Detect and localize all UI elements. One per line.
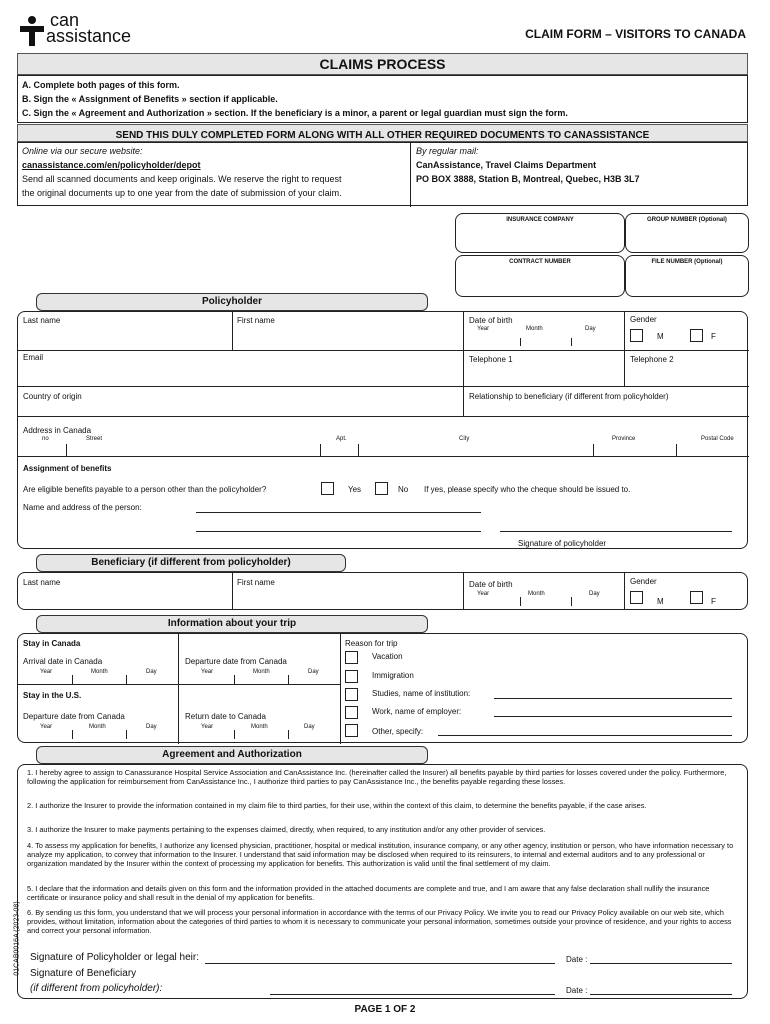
departure-us-month[interactable]: Month bbox=[89, 724, 106, 730]
insurance-company-field[interactable] bbox=[455, 213, 625, 253]
step-a: A. Complete both pages of this form. bbox=[22, 80, 180, 90]
sig-beneficiary-date-label: Date : bbox=[566, 986, 588, 995]
assignment-specify: If yes, please specify who the cheque should be issued to. bbox=[424, 485, 631, 494]
ph-telephone2[interactable]: Telephone 2 bbox=[630, 355, 674, 364]
ph-telephone1[interactable]: Telephone 1 bbox=[469, 355, 513, 364]
stay-canada-label: Stay in Canada bbox=[23, 639, 81, 648]
mail-line1: CanAssistance, Travel Claims Department bbox=[416, 160, 597, 170]
assignment-signature-label: Signature of policyholder bbox=[518, 539, 607, 548]
assignment-no-checkbox[interactable] bbox=[375, 482, 388, 495]
beneficiary-section bbox=[17, 572, 748, 610]
ph-gender-f-checkbox[interactable] bbox=[690, 329, 703, 342]
ph-country[interactable]: Country of origin bbox=[23, 392, 82, 401]
stay-us-label: Stay in the U.S. bbox=[23, 691, 82, 700]
mail-label: By regular mail: bbox=[416, 146, 479, 156]
ben-gender-m: M bbox=[657, 597, 664, 606]
arrival-day[interactable]: Day bbox=[146, 669, 157, 675]
sig-policyholder-line[interactable] bbox=[205, 963, 555, 964]
policyholder-tab: Policyholder bbox=[36, 293, 428, 311]
ben-dob-day[interactable]: Day bbox=[589, 591, 600, 597]
ph-address-street[interactable]: Street bbox=[86, 436, 103, 442]
ph-address-label: Address in Canada bbox=[23, 426, 92, 435]
contract-number-field[interactable] bbox=[455, 255, 625, 297]
ph-gender-m-checkbox[interactable] bbox=[630, 329, 643, 342]
vacation-label: Vacation bbox=[372, 652, 403, 661]
arrival-month[interactable]: Month bbox=[91, 669, 108, 675]
sig-policyholder-date-line[interactable] bbox=[590, 963, 732, 964]
departure-day[interactable]: Day bbox=[308, 669, 319, 675]
send-banner bbox=[17, 124, 748, 142]
agreement-p1: 1. I hereby agree to assign to Canassurance Hospital Service Association and CanAssistance Inc. (hereinafter called the Insurer) all benefits payable by third parties for losses covered under the policy. Furthermore, following the application for reimbursement from CanAssistance Inc., I authorize third parties to pay CanAssistance Inc., the benefits payable regarding these losses. bbox=[27, 768, 727, 786]
form-title: CLAIM FORM – VISITORS TO CANADA bbox=[525, 27, 746, 41]
assignment-name-line-1[interactable] bbox=[196, 512, 481, 513]
contract-number-label: CONTRACT NUMBER bbox=[509, 259, 571, 265]
studies-line[interactable] bbox=[494, 698, 732, 699]
ph-address-province[interactable]: Province bbox=[612, 436, 636, 442]
assignment-yes-checkbox[interactable] bbox=[321, 482, 334, 495]
logo-text-assistance: assistance bbox=[46, 26, 132, 46]
side-code: 01CAB0016A (2023-08) bbox=[13, 901, 21, 976]
ben-gender-f: F bbox=[711, 597, 716, 606]
sig-policyholder-date-label: Date : bbox=[566, 955, 588, 964]
beneficiary-tab: Beneficiary (if different from policyholder) bbox=[36, 554, 346, 572]
online-label: Online via our secure website: bbox=[22, 146, 143, 156]
ph-dob-month[interactable]: Month bbox=[526, 326, 543, 332]
return-date-label: Return date to Canada bbox=[185, 712, 266, 721]
ben-dob-label: Date of birth bbox=[469, 580, 513, 589]
sig-beneficiary-line[interactable] bbox=[270, 994, 555, 995]
vacation-checkbox[interactable] bbox=[345, 651, 358, 664]
ben-gender-m-checkbox[interactable] bbox=[630, 591, 643, 604]
ph-gender-f: F bbox=[711, 332, 716, 341]
ph-address-city[interactable]: City bbox=[459, 436, 470, 442]
agreement-p3: 3. I authorize the Insurer to make payments pertaining to the expenses claimed, directly, when required, to any institution and/or any other provider of services. bbox=[27, 825, 546, 834]
arrival-year[interactable]: Year bbox=[40, 669, 53, 675]
sig-policyholder-label: Signature of Policyholder or legal heir: bbox=[30, 952, 199, 963]
ph-dob-day[interactable]: Day bbox=[585, 326, 596, 332]
immigration-checkbox[interactable] bbox=[345, 670, 358, 683]
assignment-name-line-2[interactable] bbox=[196, 531, 481, 532]
ph-address-postal[interactable]: Postal Code bbox=[701, 436, 734, 442]
departure-date-label: Departure date from Canada bbox=[185, 657, 287, 666]
assignment-name-address: Name and address of the person: bbox=[23, 503, 142, 512]
assignment-title: Assignment of benefits bbox=[23, 464, 112, 473]
ben-last-name[interactable]: Last name bbox=[23, 578, 61, 587]
step-c: C. Sign the « Agreement and Authorization » section. If the beneficiary is a minor, a parent or legal guardian must sign the form. bbox=[22, 108, 568, 118]
other-checkbox[interactable] bbox=[345, 724, 358, 737]
ben-dob-month[interactable]: Month bbox=[528, 591, 545, 597]
trip-section bbox=[17, 633, 748, 743]
agreement-tab: Agreement and Authorization bbox=[36, 746, 428, 764]
logo bbox=[20, 10, 170, 48]
return-year[interactable]: Year bbox=[201, 724, 214, 730]
group-number-field[interactable] bbox=[625, 213, 749, 253]
ph-first-name[interactable]: First name bbox=[237, 316, 275, 325]
assignment-yes: Yes bbox=[348, 485, 362, 494]
agreement-p4: 4. To assess my application for benefits, I authorize any licensed physician, practitioner, hospital or medical institution, insurance company, or any other agency, institution or person, who have information necessary to analyze my application, to convey that information to the Insurer. I understand that said information may be disclosed when required to its reinsurers, to internal and external auditors and to any professional or organization mandated by the Insurer within the context of processing my application for benefits. This authorization is valid until the final settlement of my claim. bbox=[27, 841, 734, 868]
arrival-date-label: Arrival date in Canada bbox=[23, 657, 103, 666]
ph-email[interactable]: Email bbox=[23, 353, 44, 362]
return-month[interactable]: Month bbox=[251, 724, 268, 730]
departure-us-day[interactable]: Day bbox=[146, 724, 157, 730]
claims-process-title-text: CLAIMS PROCESS bbox=[319, 56, 446, 72]
plus-logo-icon bbox=[20, 16, 44, 46]
assignment-no: No bbox=[398, 485, 409, 494]
online-text-2: the original documents up to one year from the date of submission of your claim. bbox=[22, 188, 342, 198]
work-checkbox[interactable] bbox=[345, 706, 358, 719]
ph-relationship[interactable]: Relationship to beneficiary (if different from policyholder) bbox=[469, 392, 669, 401]
departure-year[interactable]: Year bbox=[201, 669, 214, 675]
online-text-1: Send all scanned documents and keep originals. We reserve the right to request bbox=[22, 174, 342, 184]
other-label: Other, specify: bbox=[372, 727, 424, 736]
trip-tab: Information about your trip bbox=[36, 615, 428, 633]
ben-gender-f-checkbox[interactable] bbox=[690, 591, 703, 604]
ben-first-name[interactable]: First name bbox=[237, 578, 275, 587]
ph-last-name[interactable]: Last name bbox=[23, 316, 61, 325]
studies-checkbox[interactable] bbox=[345, 688, 358, 701]
agreement-p5: 5. I declare that the information and details given on this form and the information provided in the attached documents are complete and true, and I am aware that any false declaration shall nullify the insurance certificate or insurance policy and shall result in the denial of my application for benefits. bbox=[27, 884, 710, 902]
step-b: B. Sign the « Assignment of Benefits » section if applicable. bbox=[22, 94, 278, 104]
immigration-label: Immigration bbox=[372, 671, 414, 680]
assignment-question: Are eligible benefits payable to a person other than the policyholder? bbox=[23, 485, 267, 494]
online-url[interactable]: canassistance.com/en/policyholder/depot bbox=[22, 160, 201, 170]
agreement-p6: 6. By sending us this form, you understand that we will process your personal information in accordance with the terms of our Privacy Policy. We invite you to read our Privacy Policy available on our web site, which provides, without limitation, information about the categories of third parties to whom it is necessary to communicate your personal information, sometimes outside your province of residence, and your rights to access and correct your personal information. bbox=[27, 908, 732, 935]
group-number-label: GROUP NUMBER (Optional) bbox=[647, 217, 727, 223]
return-day[interactable]: Day bbox=[304, 724, 315, 730]
page-number: PAGE 1 OF 2 bbox=[354, 1004, 416, 1015]
ph-address-no[interactable]: no bbox=[42, 436, 49, 442]
sig-beneficiary-label-1: Signature of Beneficiary bbox=[30, 968, 137, 979]
file-number-field[interactable] bbox=[625, 255, 749, 297]
file-number-label: FILE NUMBER (Optional) bbox=[651, 259, 723, 265]
agreement-p2: 2. I authorize the Insurer to provide the information contained in my claim file to third parties, for their use, within the context of this claim, to determine the benefits payable, if the case arises. bbox=[27, 801, 647, 810]
insurance-company-label: INSURANCE COMPANY bbox=[506, 217, 574, 223]
ben-dob-year[interactable]: Year bbox=[477, 591, 490, 597]
assignment-signature-line[interactable] bbox=[500, 531, 732, 532]
claims-steps-box bbox=[17, 75, 748, 123]
mail-line2: PO BOX 3888, Station B, Montreal, Quebec, H3B 3L7 bbox=[416, 174, 640, 184]
ph-gender-label: Gender bbox=[630, 315, 657, 324]
sig-beneficiary-date-line[interactable] bbox=[590, 994, 732, 995]
sig-beneficiary-label-2: (if different from policyholder): bbox=[30, 983, 163, 994]
reason-label: Reason for trip bbox=[345, 639, 398, 648]
departure-us-year[interactable]: Year bbox=[40, 724, 53, 730]
work-line[interactable] bbox=[494, 716, 732, 717]
submission-box bbox=[17, 142, 748, 206]
other-line[interactable] bbox=[438, 735, 732, 736]
studies-label: Studies, name of institution: bbox=[372, 689, 471, 698]
ph-address-apt[interactable]: Apt. bbox=[336, 436, 347, 442]
send-banner-text: SEND THIS DULY COMPLETED FORM ALONG WITH ALL OTHER REQUIRED DOCUMENTS TO CANASSISTANCE bbox=[115, 130, 650, 141]
work-label: Work, name of employer: bbox=[372, 707, 462, 716]
departure-us-label: Departure date from Canada bbox=[23, 712, 125, 721]
policyholder-section bbox=[17, 311, 748, 549]
ph-dob-label: Date of birth bbox=[469, 316, 513, 325]
claims-process-title bbox=[17, 53, 748, 75]
logo-text-can: can bbox=[50, 10, 80, 30]
departure-month[interactable]: Month bbox=[253, 669, 270, 675]
ben-gender-label: Gender bbox=[630, 577, 657, 586]
ph-gender-m: M bbox=[657, 332, 664, 341]
ph-dob-year[interactable]: Year bbox=[477, 326, 490, 332]
